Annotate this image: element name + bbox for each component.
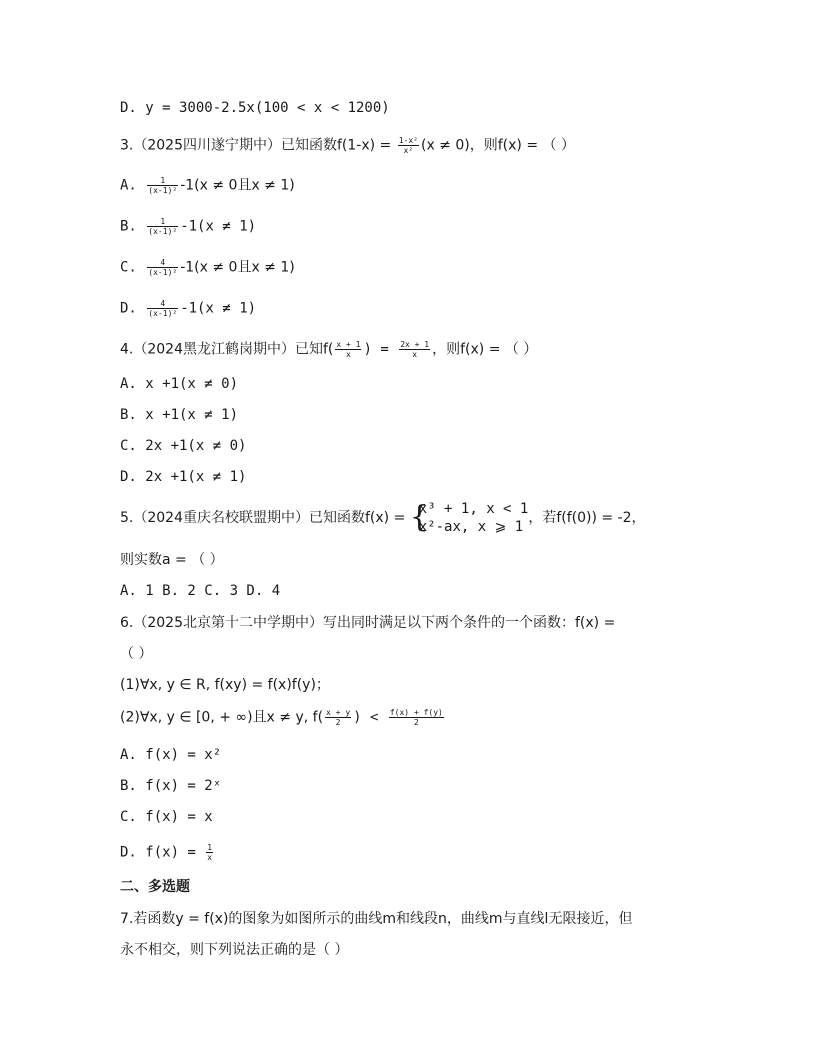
- q6-option-d: D. f(x) = $\frac{1}{x}$: [120, 843, 213, 862]
- q4-option-c: C. 2x +1(x ≠ 0): [120, 438, 247, 454]
- q3-option-a: A. $\frac{1}{\text{(x-1)²}}$ -1(x ≠ 0且x ≠ 1): [120, 176, 295, 195]
- q4-option-b: B. x +1(x ≠ 1): [120, 407, 239, 423]
- q6-option-c: C. f(x) = x: [120, 809, 213, 825]
- q6-stem: 6.（2025北京第十二中学期中）写出同时满足以下两个条件的一个函数：f(x) =: [120, 615, 616, 631]
- q7-stem-cont: 永不相交，则下列说法正确的是（ ）: [120, 942, 349, 958]
- q5-stem: 5.（2024重庆名校联盟期中）已知函数f(x) = { x³ + 1, x < 1 x²-ax, x ⩾ 1 ，若f(f(0)) = -2，: [120, 499, 646, 535]
- q6-condition-1: (1)∀x, y ∈ R, f(xy) = f(x)f(y)；: [120, 677, 330, 693]
- q3-option-b: B. $\frac{1}{\text{(x-1)²}}$ -1(x ≠ 1): [120, 217, 257, 236]
- q4-option-d: D. 2x +1(x ≠ 1): [120, 469, 247, 485]
- q6-option-b: B. f(x) = 2ˣ: [120, 778, 222, 794]
- q4-stem: 4.（2024黑龙江鹤岗期中）已知f( $\frac{x + 1}{x}$ ) = $\frac{2x + 1}{x}$ ，则f(x) = （ ）: [120, 340, 538, 359]
- q6-condition-2: (2)∀x, y ∈ [0, + ∞)且x ≠ y, f( $\frac{x + y}{2}$ ) < $\frac{f(x) + f(y)}{2}$: [120, 708, 443, 727]
- q3-stem: 3.（2025四川遂宁期中）已知函数f(1-x) = $\frac{\text{1-x²}}{\text{x²}}$ (x ≠ 0)，则f(x) = （ ）: [120, 136, 575, 155]
- q3-option-c: C. $\frac{4}{\text{(x-1)²}}$ -1(x ≠ 0且x ≠ 1): [120, 258, 295, 277]
- q7-stem: 7.若函数y = f(x)的图象为如图所示的曲线m和线段n，曲线m与直线l无限接近，但: [120, 911, 633, 927]
- q5-stem-cont: 则实数a = （ ）: [120, 552, 224, 568]
- q3-fraction: $\frac{\text{1-x²}}{\text{x²}}$: [398, 136, 418, 155]
- section-heading: 二、多选题: [120, 879, 190, 895]
- brace-icon: {: [409, 499, 429, 535]
- q6-stem-cont: （ ）: [120, 646, 153, 662]
- q2-option-d: D. y = 3000-2.5x(100 < x < 1200): [120, 100, 390, 116]
- q5-piecewise: { x³ + 1, x < 1 x²-ax, x ⩾ 1: [409, 499, 529, 535]
- q6-option-a: A. f(x) = x²: [120, 747, 222, 763]
- q3-option-d: D. $\frac{4}{\text{(x-1)²}}$ -1(x ≠ 1): [120, 299, 257, 318]
- q4-option-a: A. x +1(x ≠ 0): [120, 376, 239, 392]
- q5-options: A. 1 B. 2 C. 3 D. 4: [120, 583, 281, 599]
